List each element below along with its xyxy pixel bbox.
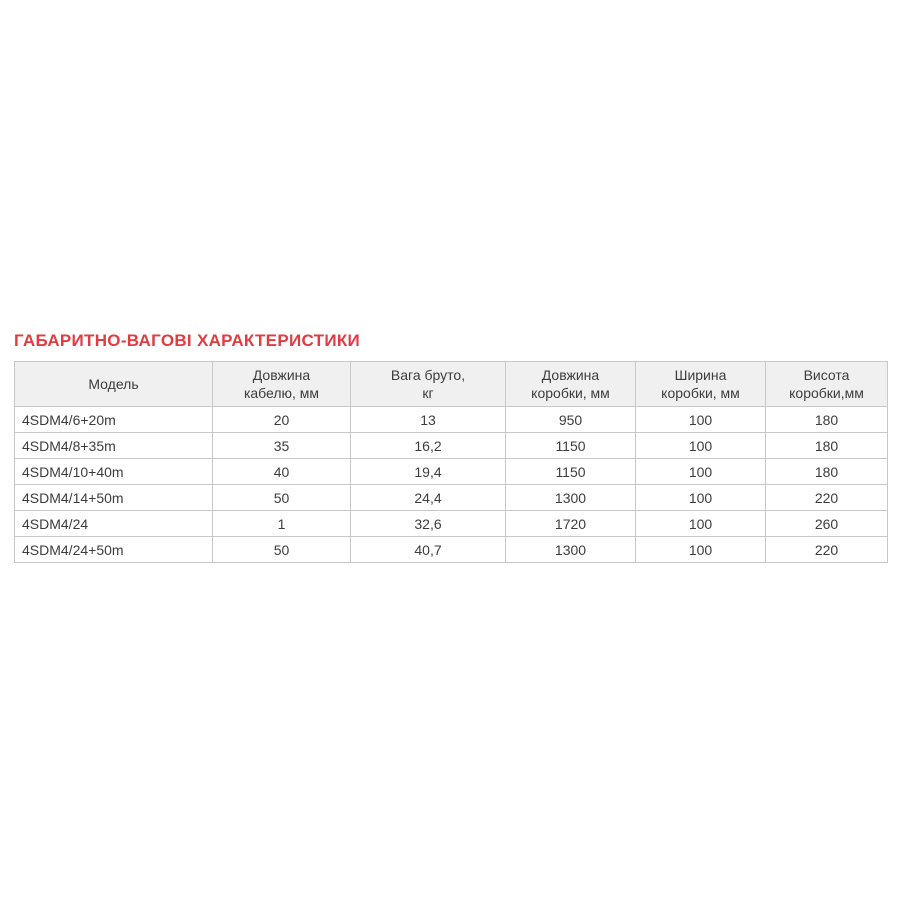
table-row [15,485,888,511]
column-header-1: Довжина кабелю, мм [213,362,351,407]
specs-table [14,361,888,563]
specs-section [14,331,887,563]
table-header [15,362,888,407]
table-row [15,433,888,459]
value-cell: 180 [766,433,888,459]
table-row [15,537,888,563]
value-cell: 1720 [506,511,636,537]
header-row [15,362,888,407]
column-header-3: Довжина коробки, мм [506,362,636,407]
value-cell: 50 [213,485,351,511]
value-cell: 180 [766,407,888,433]
value-cell: 32,6 [351,511,506,537]
value-cell: 40,7 [351,537,506,563]
value-cell: 950 [506,407,636,433]
model-cell: 4SDM4/24+50m [15,537,213,563]
column-header-4: Ширина коробки, мм [636,362,766,407]
model-cell: 4SDM4/14+50m [15,485,213,511]
model-cell: 4SDM4/8+35m [15,433,213,459]
value-cell: 16,2 [351,433,506,459]
value-cell: 20 [213,407,351,433]
table-row [15,407,888,433]
value-cell: 100 [636,485,766,511]
value-cell: 260 [766,511,888,537]
column-header-5: Висота коробки,мм [766,362,888,407]
table-row [15,459,888,485]
value-cell: 24,4 [351,485,506,511]
value-cell: 40 [213,459,351,485]
value-cell: 1300 [506,485,636,511]
value-cell: 1150 [506,459,636,485]
value-cell: 1150 [506,433,636,459]
value-cell: 35 [213,433,351,459]
value-cell: 50 [213,537,351,563]
model-cell: 4SDM4/6+20m [15,407,213,433]
value-cell: 100 [636,459,766,485]
value-cell: 13 [351,407,506,433]
table-body [15,407,888,563]
section-title: ГАБАРИТНО-ВАГОВІ ХАРАКТЕРИСТИКИ [14,331,361,350]
value-cell: 19,4 [351,459,506,485]
table-row [15,511,888,537]
value-cell: 180 [766,459,888,485]
value-cell: 100 [636,433,766,459]
model-cell: 4SDM4/24 [15,511,213,537]
value-cell: 100 [636,537,766,563]
column-header-2: Вага бруто, кг [351,362,506,407]
model-cell: 4SDM4/10+40m [15,459,213,485]
value-cell: 1300 [506,537,636,563]
value-cell: 220 [766,537,888,563]
value-cell: 100 [636,407,766,433]
value-cell: 1 [213,511,351,537]
column-header-0: Модель [15,362,213,407]
value-cell: 100 [636,511,766,537]
value-cell: 220 [766,485,888,511]
